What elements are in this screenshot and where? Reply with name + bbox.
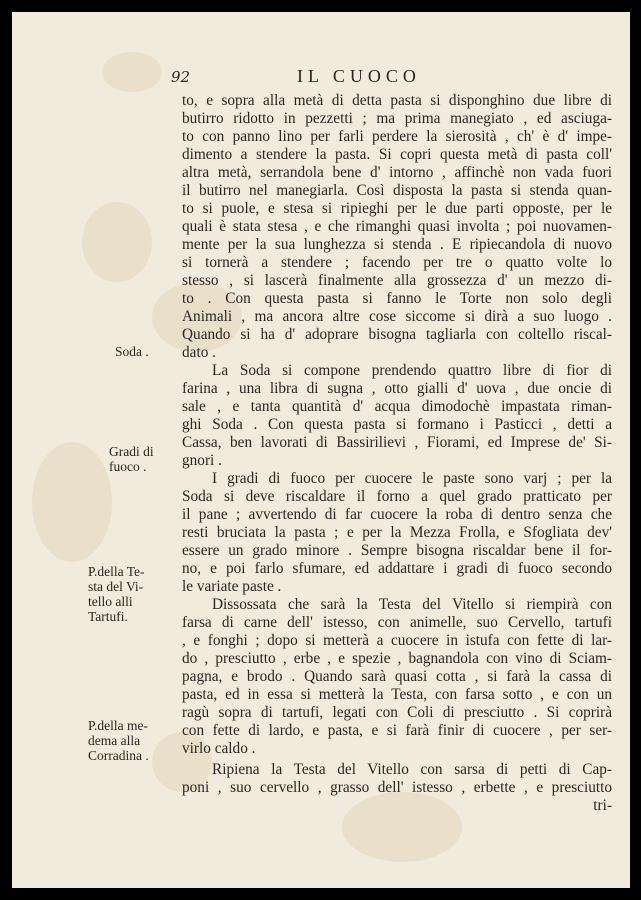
margin-note-line: P.della me-	[88, 718, 148, 733]
text-line: Dissossata che sarà la Testa del Vitello si riempirà con	[212, 596, 612, 613]
text-line: Soda si deve riscaldare il forno a quel grado pratticato per	[182, 488, 612, 505]
paper-stain	[32, 442, 112, 562]
text-line: Animali , ma ancora altre cose siccome si dirà a suo luogo .	[182, 308, 612, 325]
text-line: I gradi di fuoco per cuocere le paste sono varj ; per la	[212, 470, 612, 487]
margin-note-line: Tartufi.	[88, 609, 128, 624]
text-line: Ripiena la Testa del Vitello con sarsa di petti di Cap-	[212, 761, 612, 778]
text-line: farina , una libra di sugna , otto gialli d' uova , due oncie di	[182, 380, 612, 397]
text-line: mente per la sua lunghezza si stenda . E ripiecandola di nuovo	[182, 236, 612, 253]
running-title: IL CUOCO	[297, 66, 421, 86]
margin-note-line: tello alli	[88, 594, 133, 609]
text-line: Quando si ha d' adoprare bisogna tagliarla con coltello riscal-	[182, 326, 612, 343]
margin-note-line: Gradi di	[109, 444, 154, 459]
text-line: ghi Soda . Con questa pasta si formano i Pasticci , detti a	[182, 416, 612, 433]
text-line: il pane ; avvertendo di far cuocere la roba di dentro senza che	[182, 506, 612, 523]
margin-note-line: fuoco .	[109, 459, 147, 474]
text-line: dato .	[182, 344, 216, 361]
margin-note-line: Corradina .	[88, 748, 149, 763]
text-line: Cassa, ben lavorati di Bassirilievi , Fiorami, ed Imprese de' Si-	[182, 434, 612, 451]
text-line: farsa di carne dell' istesso, con animelle, suo Cervello, tartufi	[182, 614, 612, 631]
text-line: altra metà, serrandola bene d' intorno , affinchè non vada fuori	[182, 164, 612, 181]
text-line: ragù sopra di tartufi, legati con Coli di presciutto . Si coprirà	[182, 704, 612, 721]
text-line: resti bruciata la pasta ; e per la Mezza Frolla, e Sfogliata dev'	[182, 524, 612, 541]
margin-note-soda	[115, 344, 149, 359]
paper-stain	[82, 202, 152, 282]
margin-note-line: Soda .	[115, 344, 149, 359]
text-line: pasta, ed in essa si metterà la Testa, con farsa sotto , e con un	[182, 686, 612, 703]
margin-note-corradina	[88, 718, 149, 763]
text-line: pagna, e brodo . Quando sarà quasi cotta , si farà la cassa di	[182, 668, 612, 685]
text-line: essere un grado minore . Sempre bisogna riscaldar bene il for-	[182, 542, 612, 559]
margin-note-line: dema alla	[88, 733, 141, 748]
text-line: poni , suo cervello , grasso dell' istesso , erbette , e presciutto	[182, 779, 612, 796]
text-line: , e fonghi ; dopo si metterà a cuocere in istufa con fette di lar-	[182, 632, 612, 649]
text-line: sale , e tanta quantità d' acqua dimodochè impastata riman-	[182, 398, 612, 415]
catchword: tri-	[593, 797, 612, 814]
text-line: quali è stata stesa , e che rimanghi quasi involta ; poi nuovamen-	[182, 218, 612, 235]
text-line: butirro ridotto in pezzetti ; ma prima manegiato , ed asciuga-	[182, 110, 612, 127]
text-line: to si puole, e stesa si ripieghi per le due parti opposte, per le	[182, 200, 612, 217]
text-line: gnori .	[182, 452, 222, 469]
book-page	[12, 12, 630, 888]
text-line: il butirro nel manegiarla. Così disposta la pasta si stenda quan-	[182, 182, 612, 199]
text-line: con fette di lardo, e pasta, e si farà finir di cuocere , per ser-	[182, 722, 612, 739]
text-line: le variate paste .	[182, 578, 282, 595]
text-line: virlo caldo .	[182, 740, 256, 757]
page-number: 92	[171, 68, 191, 86]
margin-note-gradi-di-fuoco	[109, 444, 154, 474]
text-line: to con panno lino per farli perdere la sierosità , ch' è d' impe-	[182, 128, 612, 145]
text-line: to . Con questa pasta si fanno le Torte non solo degli	[182, 290, 612, 307]
margin-note-testa-vitello-tartufi	[88, 564, 145, 624]
text-line: stesso , si lascerà finalmente alla grossezza d' un mezzo di-	[182, 272, 612, 289]
text-line: do , presciutto , erbe , e spezie , bagnandola con vino di Sciam-	[182, 650, 612, 667]
margin-note-line: P.della Te-	[88, 564, 145, 579]
text-line: no, e poi farlo sfumare, ed addattare i gradi di fuoco secondo	[182, 560, 612, 577]
page-header	[12, 68, 630, 92]
text-line: La Soda si compone prendendo quattro libre di fior di	[212, 362, 612, 379]
text-line: dimento a stendere la pasta. Si copri questa metà di pasta coll'	[182, 146, 612, 163]
margin-note-line: sta del Vi-	[88, 579, 144, 594]
text-line: to, e sopra alla metà di detta pasta si disponghino due libre di	[182, 92, 612, 109]
text-line: si tornerà a stendere ; facendo per tre o quatto volte lo	[182, 254, 612, 271]
